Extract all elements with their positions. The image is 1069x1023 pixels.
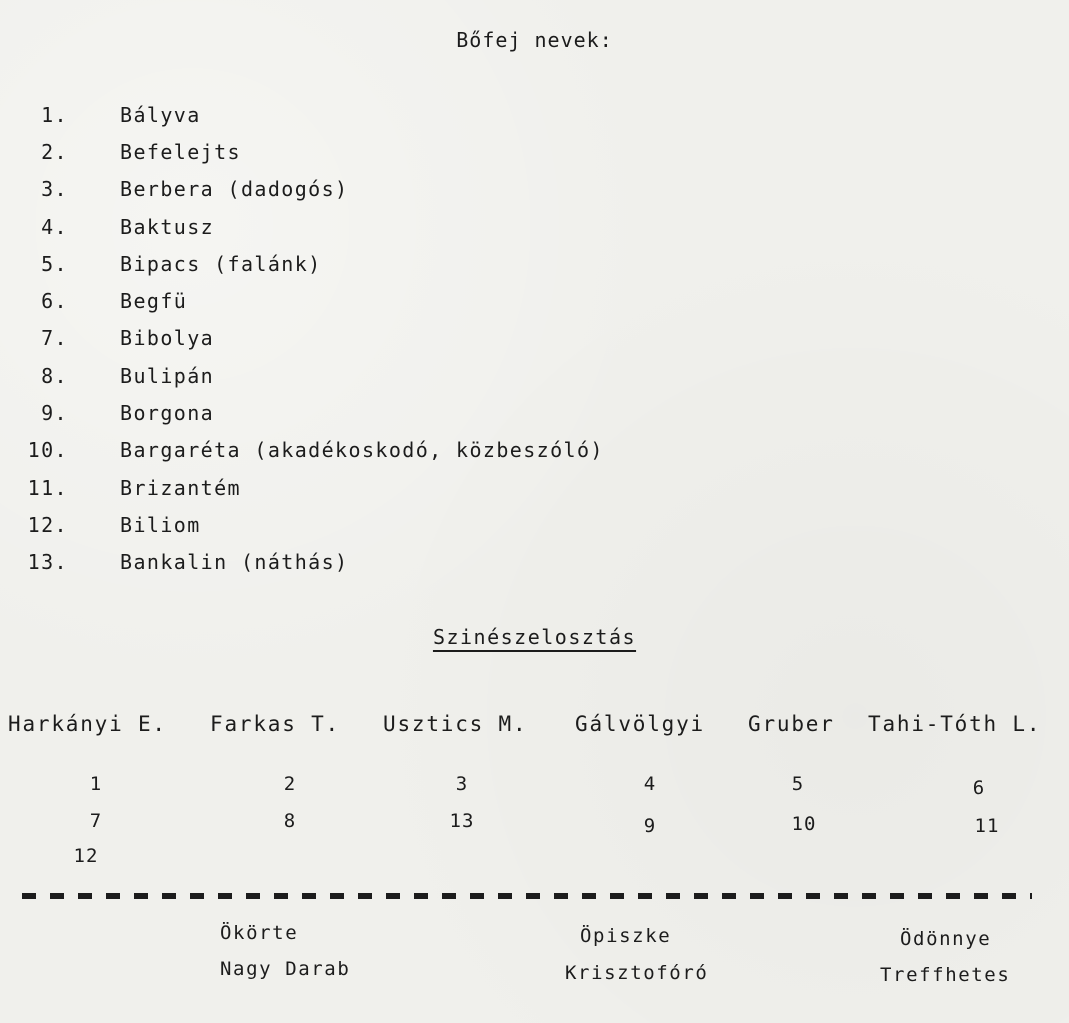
list-item <box>28 208 604 245</box>
item-name: Borgona <box>120 401 215 426</box>
item-name: Bibolya <box>120 326 215 351</box>
actor-heading: Harkányi E. <box>8 712 167 736</box>
list-item <box>28 133 604 170</box>
list-item <box>28 394 604 431</box>
list-item <box>28 357 604 394</box>
actor-heading: Gálvölgyi <box>575 712 705 736</box>
item-name: Bargaréta (akadékoskodó, közbeszóló) <box>120 438 604 463</box>
item-name: Brizantém <box>120 475 241 500</box>
role-number: 12 <box>73 845 99 867</box>
bottom-name-1-line2: Nagy Darab <box>220 958 351 980</box>
list-item <box>28 432 604 469</box>
item-name: Bályva <box>120 102 201 127</box>
list-item <box>28 282 604 319</box>
item-name: Befelejts <box>120 139 241 164</box>
role-number: 3 <box>455 773 469 795</box>
names-list <box>28 96 604 581</box>
bottom-name-1-line1: Ökörte <box>220 922 299 944</box>
item-name: Begfü <box>120 289 188 314</box>
bottom-name-2-line2: Krisztofóró <box>565 962 709 984</box>
role-number: 9 <box>643 815 657 837</box>
item-number: 11. <box>27 475 68 500</box>
item-number: 13. <box>27 550 68 575</box>
actor-heading: Tahi-Tóth L. <box>868 712 1042 736</box>
item-number: 6. <box>41 289 68 314</box>
cast-heading <box>0 625 1069 649</box>
list-item <box>28 544 604 581</box>
actor-heading: Gruber <box>748 712 835 736</box>
list-item <box>28 245 604 282</box>
item-number: 2. <box>41 139 68 164</box>
role-number: 13 <box>449 810 475 832</box>
role-number: 8 <box>283 810 297 832</box>
item-name: Baktusz <box>120 214 215 239</box>
role-number: 2 <box>283 773 297 795</box>
actor-heading: Farkas T. <box>210 712 340 736</box>
role-number: 6 <box>972 777 986 799</box>
list-item <box>28 506 604 543</box>
actor-heading: Usztics M. <box>383 712 528 736</box>
item-number: 8. <box>41 363 68 388</box>
item-number: 10. <box>27 438 68 463</box>
item-number: 9. <box>41 401 68 426</box>
role-number: 1 <box>89 773 103 795</box>
bottom-name-2-line1: Öpiszke <box>580 925 672 947</box>
item-number: 4. <box>41 214 68 239</box>
item-number: 12. <box>27 512 68 537</box>
page-title: Bőfej nevek: <box>456 28 613 52</box>
list-item <box>28 469 604 506</box>
item-number: 7. <box>41 326 68 351</box>
item-number: 5. <box>41 251 68 276</box>
role-number: 4 <box>643 773 657 795</box>
item-name: Bipacs (falánk) <box>120 251 322 276</box>
role-number: 7 <box>89 810 103 832</box>
item-name: Biliom <box>120 512 201 537</box>
list-item <box>28 96 604 133</box>
dashed-divider <box>22 893 1032 899</box>
bottom-name-3-line1: Ödönnye <box>900 928 992 950</box>
role-number: 5 <box>791 773 805 795</box>
item-name: Bankalin (náthás) <box>120 550 349 575</box>
item-number: 1. <box>41 102 68 127</box>
item-name: Bulipán <box>120 363 215 388</box>
list-item <box>28 320 604 357</box>
role-number: 10 <box>791 813 817 835</box>
item-number: 3. <box>41 177 68 202</box>
cast-heading-text: Szinészelosztás <box>432 625 637 649</box>
item-name: Berbera (dadogós) <box>120 177 349 202</box>
list-item <box>28 171 604 208</box>
bottom-name-3-line2: Treffhetes <box>880 964 1011 986</box>
role-number: 11 <box>974 815 1000 837</box>
